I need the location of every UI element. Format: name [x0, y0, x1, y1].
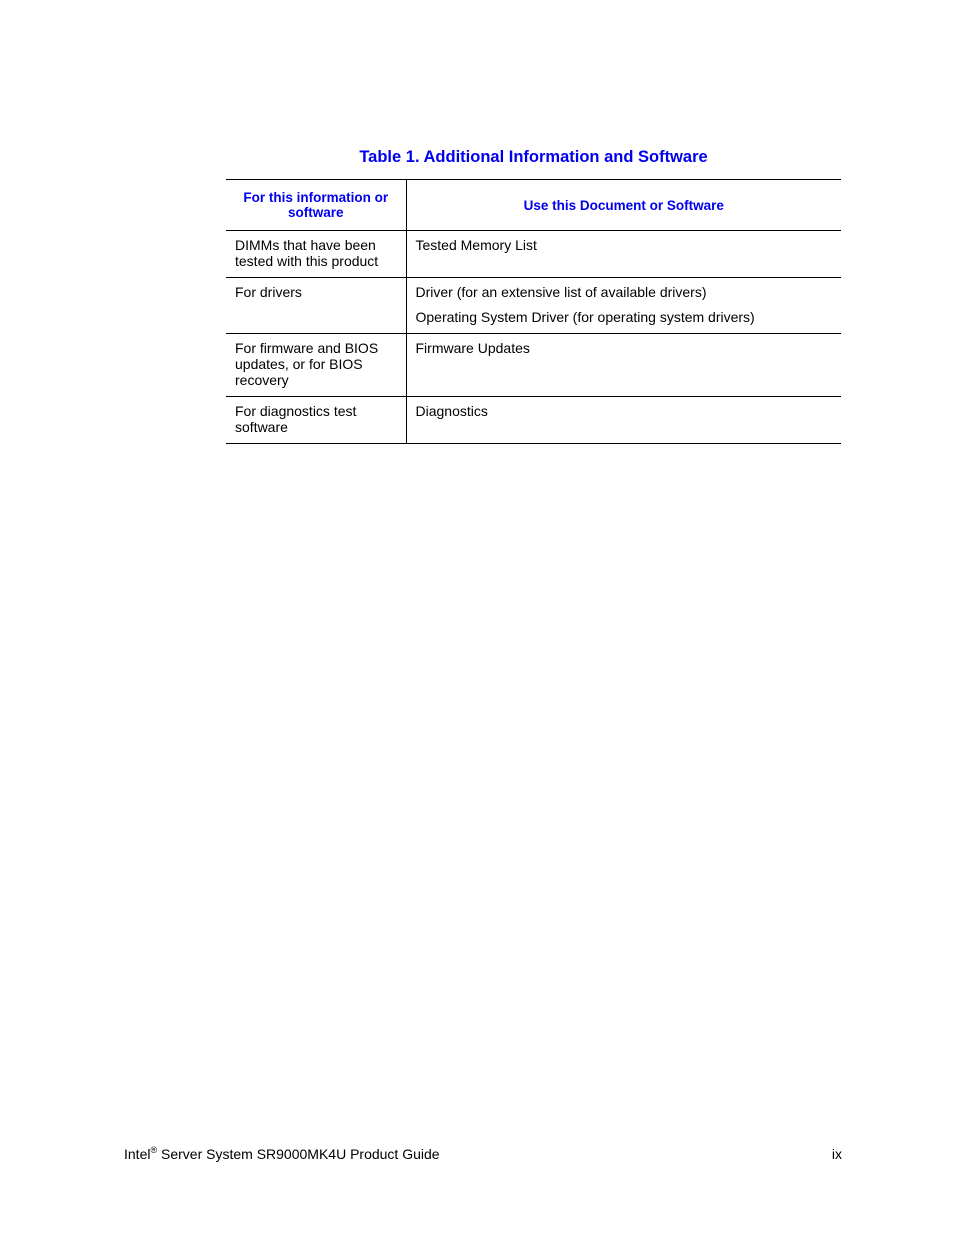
information-cell [226, 334, 406, 397]
information-cell [226, 278, 406, 334]
resource-link-driver[interactable]: Driver (for an extensive list of available drivers) [415, 284, 707, 300]
information-text: For drivers [235, 284, 302, 300]
registered-trademark-mark: ® [150, 1145, 158, 1155]
additional-information-table [226, 179, 841, 444]
information-text: DIMMs that have been tested with this product [235, 237, 379, 269]
resource-cell [406, 334, 841, 397]
table-row [226, 231, 841, 278]
resource-cell [406, 278, 841, 334]
footer-brand: Intel [124, 1146, 151, 1162]
column-header-information: For this information or software [226, 180, 406, 231]
page-footer [124, 1145, 842, 1163]
information-cell [226, 231, 406, 278]
resource-link-firmware-updates[interactable]: Firmware Updates [415, 340, 530, 356]
table-header-row [226, 180, 841, 231]
resource-cell [406, 231, 841, 278]
table-row [226, 334, 841, 397]
footer-title-text: Server System SR9000MK4U Product Guide [157, 1146, 440, 1162]
page-number: ix [831, 1146, 842, 1162]
resource-link-diagnostics[interactable]: Diagnostics [415, 403, 488, 419]
column-header-document-or-software: Use this Document or Software [406, 180, 841, 231]
resource-cell [406, 397, 841, 444]
information-text: For firmware and BIOS updates, or for BIOS recovery [235, 340, 379, 388]
footer-guide-title [124, 1145, 440, 1163]
resource-link-operating-system-driver[interactable]: Operating System Driver (for operating system drivers) [415, 309, 755, 325]
table-row [226, 397, 841, 444]
information-cell [226, 397, 406, 444]
table-title: Table 1. Additional Information and Software [359, 148, 708, 166]
table-row [226, 278, 841, 334]
information-text: For diagnostics test software [235, 403, 357, 435]
resource-link-tested-memory-list[interactable]: Tested Memory List [415, 237, 537, 253]
